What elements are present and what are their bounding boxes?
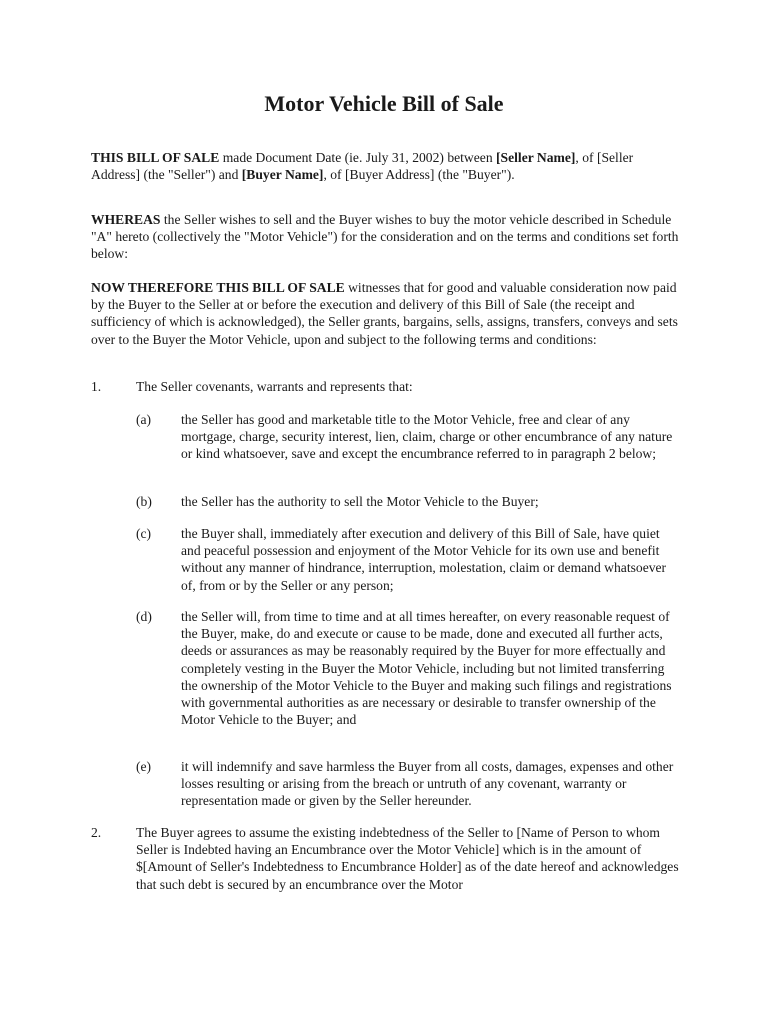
intro-text-3: , of [Buyer Address] (the "Buyer"). <box>323 167 515 183</box>
subclause-text: the Seller has the authority to sell the Motor Vehicle to the Buyer; <box>181 494 539 509</box>
subclause-text: the Buyer shall, immediately after execution and delivery of this Bill of Sale, have quiet and peaceful possession and enjoyment of the Motor Vehicle for its own use and benefit without any manner of hindrance, interruption, molestation, claim or demand whatsoever of, from or by the Seller or any person; <box>181 526 667 593</box>
clause-text: The Seller covenants, warrants and represents that: <box>136 379 413 394</box>
whereas-paragraph <box>91 211 681 263</box>
clause-text: The Buyer agrees to assume the existing indebtedness of the Seller to [Name of Person to whom Seller is Indebted having an Encumbrance over the Motor Vehicle] which is in the amount of $[Amount of Seller's Indebtedness to Encumbrance Holder] as of the date hereof and acknowledges that such debt is secured by an encumbrance over the Motor <box>136 825 679 892</box>
subclause-text: it will indemnify and save harmless the Buyer from all costs, damages, expenses and other losses resulting or arising from the breach or untruth of any covenant, warranty or representation made or given by the Seller hereunder. <box>181 759 674 809</box>
subclause-text: the Seller will, from time to time and at all times hereafter, on every reasonable request of the Buyer, make, do and execute or cause to be made, done and executed all further acts, deeds or assurances as may be reasonably required by the Buyer for more effectually and completely vesting in the Buyer the Motor Vehicle, including but not limited transferring the ownership of the Motor Vehicle to the Buyer and making such filings and registrations with governmental authorities as are necessary or desirable to transfer ownership of the Motor Vehicle to the Buyer; and <box>181 609 672 728</box>
intro-text-1: made Document Date (ie. July 31, 2002) between <box>219 150 497 165</box>
subclause-label: (a) <box>136 412 152 427</box>
subclause-label: (c) <box>136 526 152 541</box>
clause-number: 1. <box>91 379 102 394</box>
whereas-text: the Seller wishes to sell and the Buyer wishes to buy the motor vehicle described in Schedule "A" hereto (collectively the "Motor Vehicle") for the consideration and on the terms and conditions set forth below: <box>91 212 679 262</box>
now-therefore-paragraph <box>91 279 681 348</box>
intro-paragraph <box>91 149 681 183</box>
whereas-lead: WHEREAS <box>91 212 161 227</box>
now-therefore-text: witnesses that for good and valuable consideration now paid by the Buyer to the Seller at or before the execution and delivery of this Bill of Sale (the receipt and sufficiency of which is acknowledged), the Seller grants, bargains, sells, assigns, transfers, conveys and sets over to the Buyer the Motor Vehicle, upon and subject to the following terms and conditions: <box>91 280 678 347</box>
intro-text-2: , of [Seller Address] (the "Seller") and <box>91 150 634 183</box>
now-therefore-lead: NOW THEREFORE THIS BILL OF SALE <box>91 280 345 295</box>
subclause-label: (d) <box>136 609 152 624</box>
subclause-text: the Seller has good and marketable title to the Motor Vehicle, free and clear of any mortgage, charge, security interest, lien, claim, charge or other encumbrance of any nature or kind whatsoever, save and except the encumbrance referred to in paragraph 2 below; <box>181 412 673 462</box>
seller-name-placeholder: [Seller Name] <box>496 150 576 165</box>
intro-lead: THIS BILL OF SALE <box>91 150 220 165</box>
subclause-label: (e) <box>136 759 152 774</box>
subclause-label: (b) <box>136 494 152 509</box>
clause-number: 2. <box>91 825 102 840</box>
buyer-name-placeholder: [Buyer Name] <box>241 167 324 183</box>
document-title: Motor Vehicle Bill of Sale <box>264 91 504 116</box>
